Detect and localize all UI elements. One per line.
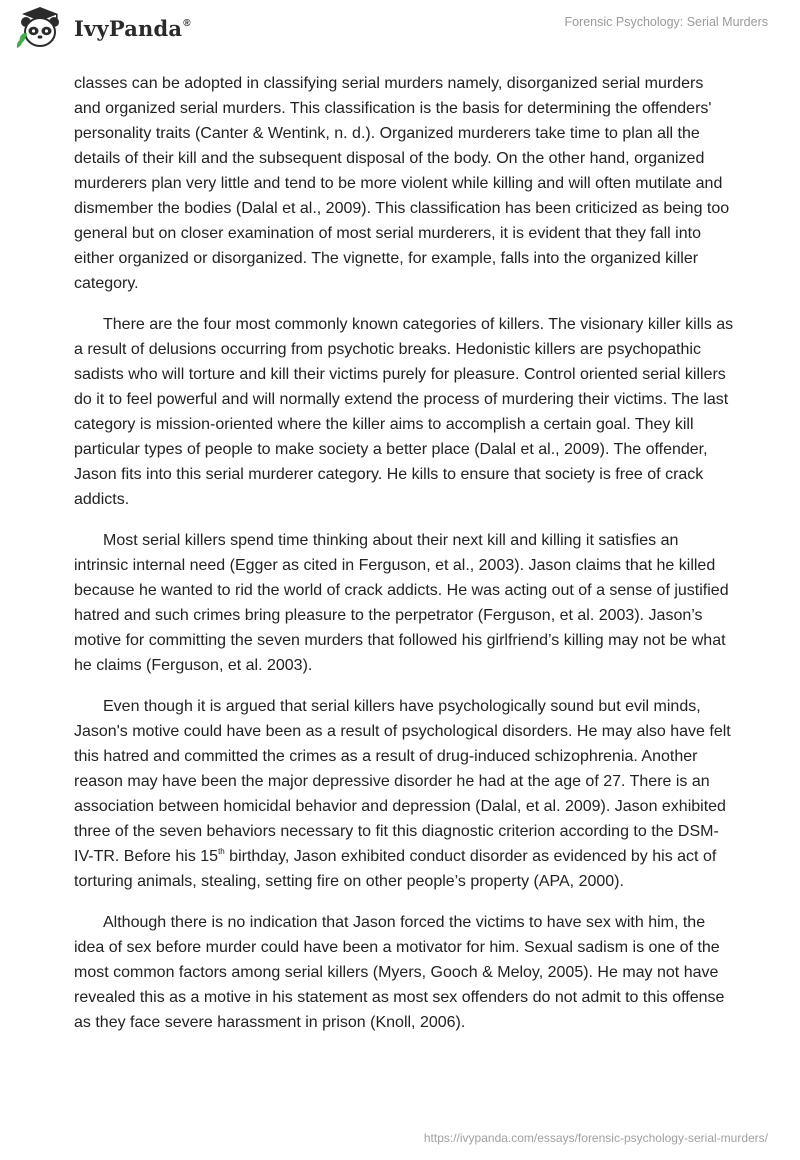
paragraph-5: Although there is no indication that Jason forced the victims to have sex with him, the idea of sex before murder could have been a motivator for him. Sexual sadism is one of the most common factors among serial killers (Myers, Gooch & Meloy, 2005). He may not have revealed this as a motive in his statement as most sex offenders do not admit to this offense as they face severe harassment in prison (Knoll, 2006). [74, 914, 725, 1031]
brand-name [74, 16, 191, 41]
paragraph-4 [74, 694, 734, 894]
paragraph-3: Most serial killers spend time thinking about their next kill and killing it satisfies an intrinsic internal need (Egger as cited in Ferguson, et al., 2003). Jason claims that he killed because he wanted to rid the world of crack addicts. He was acting out of a sense of justified hatred and such crimes bring pleasure to the perpetrator (Ferguson, et al. 2003). Jason’s motive for committing the seven murders that followed his girlfriend’s killing may not be what he claims (Ferguson, et al. 2003). [74, 532, 729, 674]
source-url[interactable]: https://ivypanda.com/essays/forensic-psychology-serial-murders/ [423, 1131, 768, 1145]
paragraph-2: There are the four most commonly known categories of killers. The visionary killer kills as a result of delusions occurring from psychotic breaks. Hedonistic killers are psychopathic sadists who will torture and kill their victims purely for pleasure. Control oriented serial killers do it to feel powerful and will normally extend the process of murdering their victims. The last category is mission-oriented where the killer aims to accomplish a certain goal. They kill particular types of people to make society a better place (Dalal et al., 2009). The offender, Jason fits into this serial murderer category. He kills to ensure that society is free of crack addicts. [74, 316, 734, 508]
paragraph-4-text-a: Even though it is argued that serial killers have psychologically sound but evil minds, Jason's motive could have been as a result of psychological disorders. He may also have felt this hatred and committed the crimes as a result of drug-induced schizophrenia. Another reason may have been the major depressive disorder he had at the age of 27. There is an association between homicidal behavior and depression (Dalal, et al. 2009). Jason exhibited three of the seven behaviors necessary to fit this diagnostic criterion according to the DSM-IV-TR. Before his 15 [74, 698, 731, 865]
ordinal-suffix: th [218, 846, 225, 856]
essay-body [74, 71, 734, 1051]
paragraph-4-text-b: birthday, Jason exhibited conduct disorder as evidenced by his act of torturing animals, stealing, setting fire on other people’s property (APA, 2000). [74, 848, 717, 890]
paragraph-1: classes can be adopted in classifying serial murders namely, disorganized serial murders and organized serial murders. This classification is the basis for determining the offenders' personality traits (Canter & Wentink, n. d.). Organized murderers take time to plan all the details of their kill and the subsequent disposal of the body. On the other hand, organized murderers plan very little and tend to be more violent while killing and will often mutilate and dismember the bodies (Dalal et al., 2009). This classification has been criticized as being too general but on closer examination of most serial murderers, it is evident that they fall into either organized or disorganized. The vignette, for example, falls into the organized killer category. [74, 75, 730, 292]
brand-label: IvyPanda [74, 15, 183, 41]
document-title: Forensic Psychology: Serial Murders [564, 15, 768, 29]
panda-graduate-icon [14, 6, 66, 50]
ivypanda-logo[interactable] [14, 6, 191, 50]
registered-mark: ® [183, 17, 191, 29]
page-header [0, 0, 800, 60]
